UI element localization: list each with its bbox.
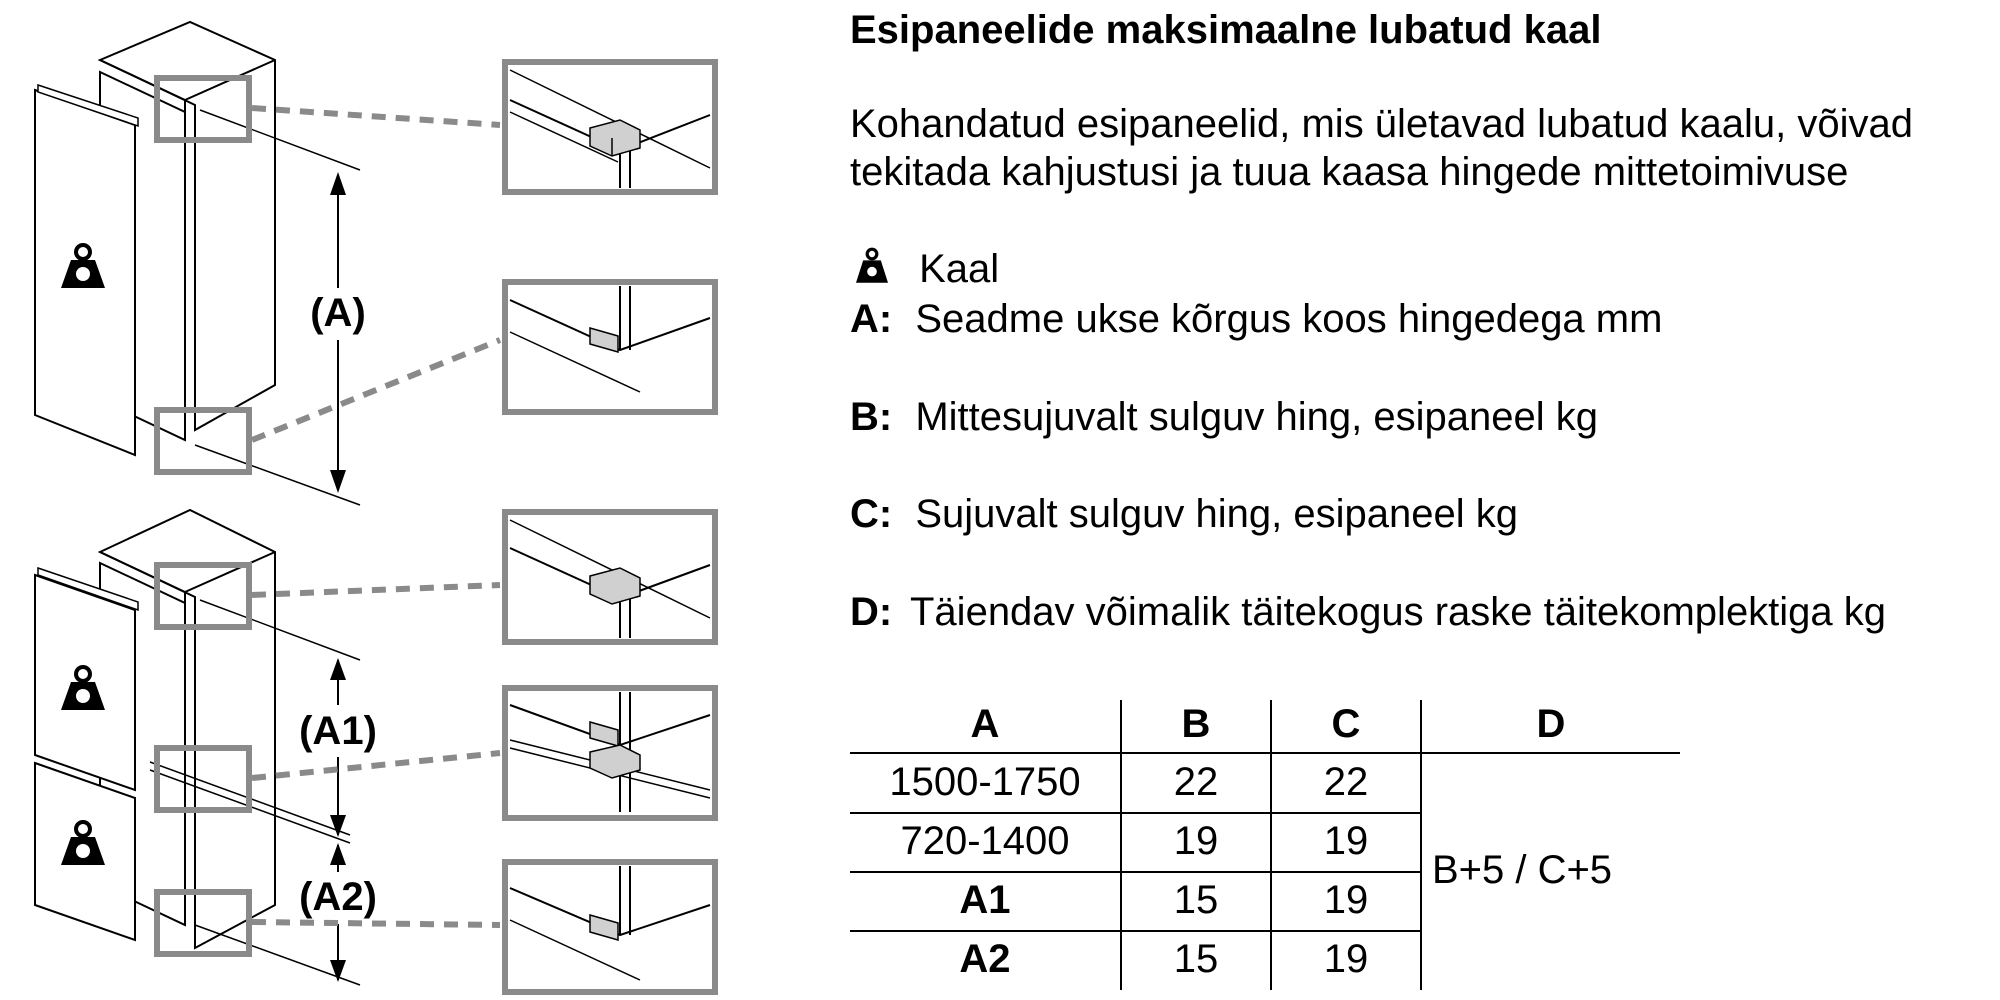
- legend-d-key: D:: [850, 590, 893, 634]
- legend-d: [850, 588, 1980, 636]
- legend-b: [850, 393, 1598, 441]
- legend-a-text: Seadme ukse kõrgus koos hingedega mm: [915, 297, 1663, 341]
- table-header-c: C: [1331, 702, 1361, 746]
- legend-b-key: B:: [850, 395, 893, 439]
- dimension-a2: [292, 843, 384, 982]
- hinge-detail-5: [505, 862, 715, 992]
- legend-a: [850, 295, 1662, 343]
- dimension-a: [300, 172, 376, 493]
- legend-b-text: Mittesujuvalt sulguv hing, esipaneel kg: [915, 395, 1598, 439]
- legend-a-key: A:: [850, 297, 893, 341]
- hinge-detail-2: [505, 282, 715, 412]
- legend-d-text: Täiendav võimalik täitekogus raske täitekomplektiga kg: [910, 590, 1887, 634]
- legend-c-text: Sujuvalt sulguv hing, esipaneel kg: [915, 492, 1518, 536]
- label-a1: (A1): [299, 709, 377, 753]
- table-header-b: B: [1181, 702, 1211, 746]
- hinge-detail-1: [505, 62, 715, 192]
- table-header-a: A: [970, 702, 1000, 746]
- legend-weight: [850, 245, 999, 293]
- table-cell-b: 22: [1173, 760, 1219, 804]
- appliance-bottom: [35, 510, 500, 985]
- table-cell-c: 19: [1323, 819, 1369, 863]
- legend-weight-text: Kaal: [919, 247, 1000, 291]
- hinge-detail-3: [505, 512, 715, 642]
- label-a2: (A2): [299, 875, 377, 919]
- legend-c: [850, 490, 1518, 538]
- weight-table: [850, 700, 1680, 990]
- table-cell-b: 15: [1173, 878, 1219, 922]
- intro-paragraph: Kohandatud esipaneelid, mis ületavad lubatud kaalu, võivad tekitada kahjustusi ja tuua kaasa hingede mittetoimivuse: [850, 102, 1913, 194]
- table-header-d: D: [1536, 702, 1566, 746]
- table-cell-a: A1: [959, 878, 1011, 922]
- table-cell-c: 19: [1323, 878, 1369, 922]
- table-cell-a: A2: [959, 937, 1011, 981]
- label-a: (A): [310, 291, 366, 335]
- hinge-detail-4: [505, 688, 715, 818]
- page-title: Esipaneelide maksimaalne lubatud kaal: [850, 8, 1602, 52]
- table-cell-c: 22: [1323, 760, 1369, 804]
- dimension-a1: [292, 658, 384, 837]
- appliance-top: [35, 22, 500, 505]
- table-cell-b: 19: [1173, 819, 1219, 863]
- table-cell-d-merged: B+5 / C+5: [1431, 848, 1613, 892]
- table-cell-a: 720-1400: [900, 819, 1070, 863]
- table-cell-a: 1500-1750: [889, 760, 1081, 804]
- table-cell-b: 15: [1173, 937, 1219, 981]
- table-cell-c: 19: [1323, 937, 1369, 981]
- weight-icon: [850, 246, 894, 286]
- legend-c-key: C:: [850, 492, 893, 536]
- installation-diagram: [0, 0, 830, 1000]
